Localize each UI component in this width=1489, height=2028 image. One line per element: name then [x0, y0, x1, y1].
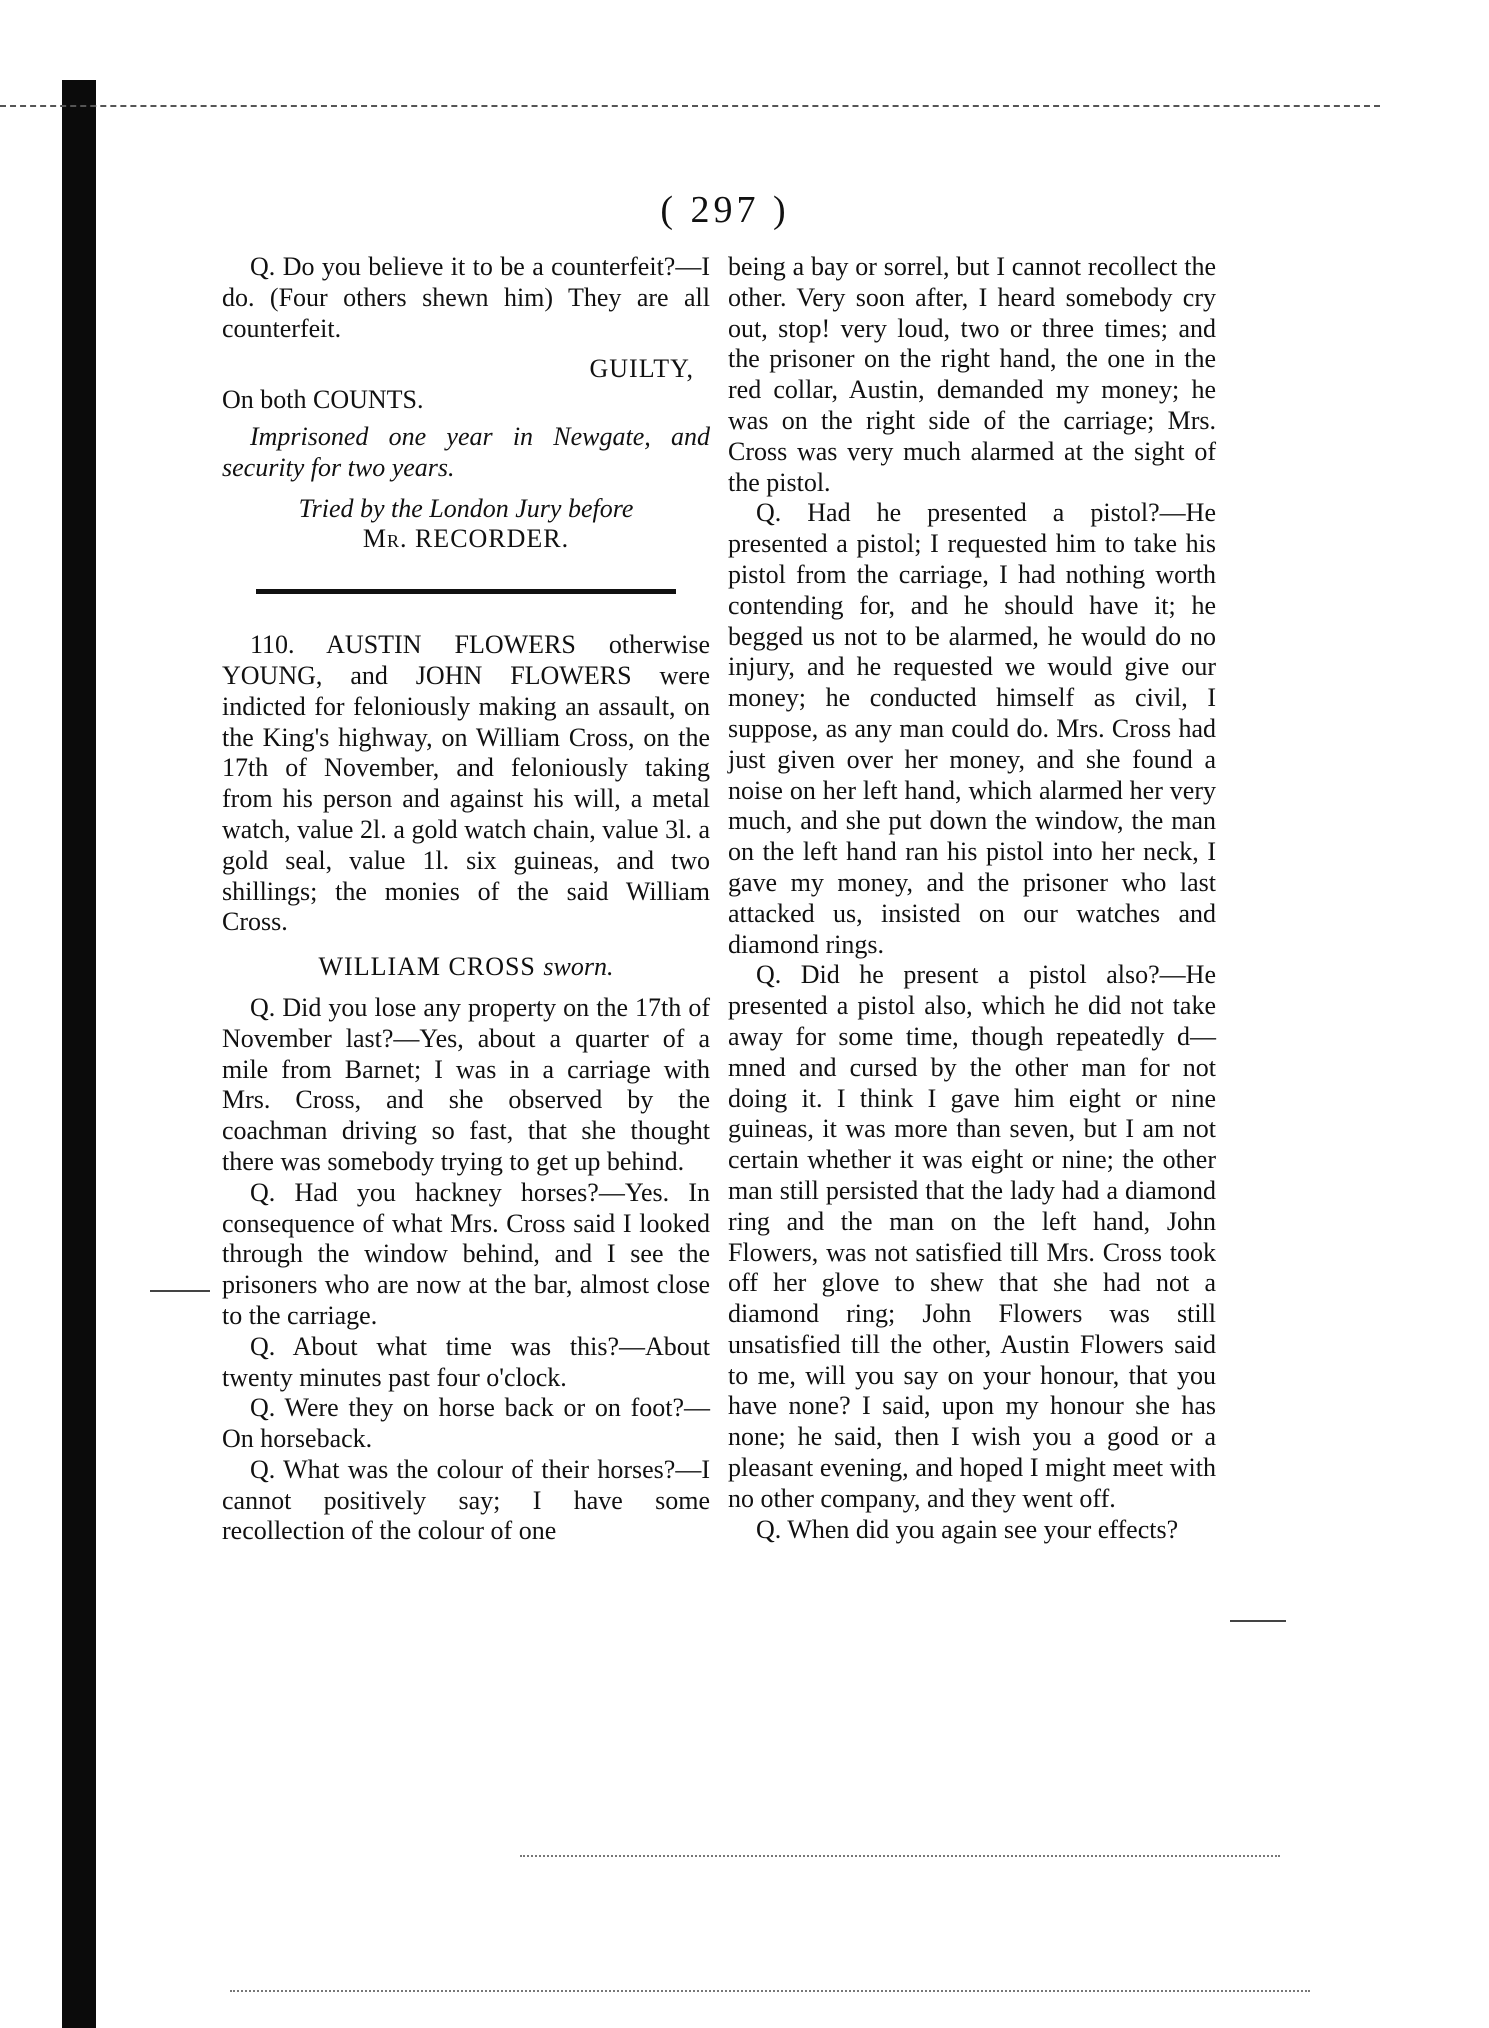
- witness-heading: [222, 952, 710, 983]
- question-counterfeit: Q. Do you believe it to be a counterfeit?—I do. (Four others shewn him) They are all counterfeit.: [222, 252, 710, 343]
- testimony-paragraph: Q. Had you hackney horses?—Yes. In consequence of what Mrs. Cross said I looked through the window behind, and I see the prisoners who are now at the bar, almost close to the carriage.: [222, 1177, 710, 1330]
- testimony-paragraph: Q. When did you again see your effects?: [756, 1514, 1179, 1544]
- scan-artifact-line: [230, 1990, 1310, 1992]
- scan-artifact-line: [520, 1855, 1280, 1857]
- section-divider: [256, 589, 676, 594]
- witness-sworn: sworn.: [543, 952, 614, 982]
- testimony-paragraph: Q. Had he presented a pistol?—He presented a pistol; I requested him to take his pistol from the carriage, I had nothing worth contending for, and he should have it; he begged us not to be alarmed, he would do no injury, and he requested we would give our money; he conducted himself as civil, I suppose, as any man could do. Mrs. Cross had just given over her money, and she found a noise on her left hand, which alarmed her very much, and she put down the window, the man on the left hand ran his pistol into her neck, I gave my money, and the prisoner who last attacked us, insisted on our watches and diamond rings.: [728, 498, 1216, 959]
- top-scan-rule: [0, 105, 1380, 107]
- left-column: [222, 252, 710, 1547]
- recorder: Mr. RECORDER.: [362, 524, 570, 554]
- page-number: ( 297 ): [660, 189, 790, 231]
- testimony-paragraph: Q. About what time was this?—About twenty minutes past four o'clock.: [222, 1331, 710, 1392]
- case-heading: 110. AUSTIN FLOWERS otherwise YOUNG, and JOHN FLOWERS were indicted for feloniously making an assault, on the King's highway, on William Cross, on the 17th of November, and feloniously taking from his person and against his will, a metal watch, value 2l. a gold watch chain, value 3l. a gold seal, value 1l. six guineas, and two shillings; the monies of the said William Cross.: [222, 630, 710, 937]
- testimony-paragraph: Q. What was the colour of their horses?—I cannot positively say; I have some recollection of the colour of one: [222, 1454, 710, 1546]
- verdict-counts: On both COUNTS.: [222, 385, 424, 415]
- testimony-paragraph: Q. Did he present a pistol also?—He presented a pistol also, which he did not take away for some time, though repeatedly d—mned and cursed by the other man for not doing it. I think I gave him eight or nine guineas, it was more than seven, but I am not certain whether it was eight or nine; the other man still persisted that the lady had a diamond ring and the man on the left hand, John Flowers, was not satisfied till Mrs. Cross took off her glove to shew that she had not a diamond ring; John Flowers was still unsatisfied till the other, Austin Flowers said to me, will you say on your honour, that you have none? I said, upon my honour she has none; he said, then I wish you a good or a pleasant evening, and hoped I might meet with no other company, and they went off.: [728, 960, 1216, 1513]
- left-margin-mark: [150, 1290, 210, 1292]
- testimony-paragraph: Q. Did you lose any property on the 17th of November last?—Yes, about a quarter of a mile from Barnet; I was in a carriage with Mrs. Cross, and she observed by the coachman driving so fast, that she thought there was somebody trying to get up behind.: [222, 992, 710, 1176]
- right-column: [728, 252, 1216, 1545]
- right-margin-mark: [1230, 1620, 1286, 1622]
- witness-name: WILLIAM CROSS: [318, 952, 536, 982]
- tried-before: Tried by the London Jury before: [298, 493, 634, 523]
- testimony-continuation: being a bay or sorrel, but I cannot recollect the other. Very soon after, I heard somebody cry out, stop! very loud, two or three times; and the prisoner on the right hand, the one in the red collar, Austin, demanded my money; he was on the right side of the carriage; Mrs. Cross was very much alarmed at the sight of the pistol.: [728, 252, 1216, 497]
- testimony-paragraph: Q. Were they on horse back or on foot?—On horseback.: [222, 1393, 710, 1454]
- sentence: Imprisoned one year in Newgate, and security for two years.: [222, 421, 710, 482]
- page-binding-edge: [62, 80, 96, 2028]
- verdict: GUILTY,: [589, 354, 694, 384]
